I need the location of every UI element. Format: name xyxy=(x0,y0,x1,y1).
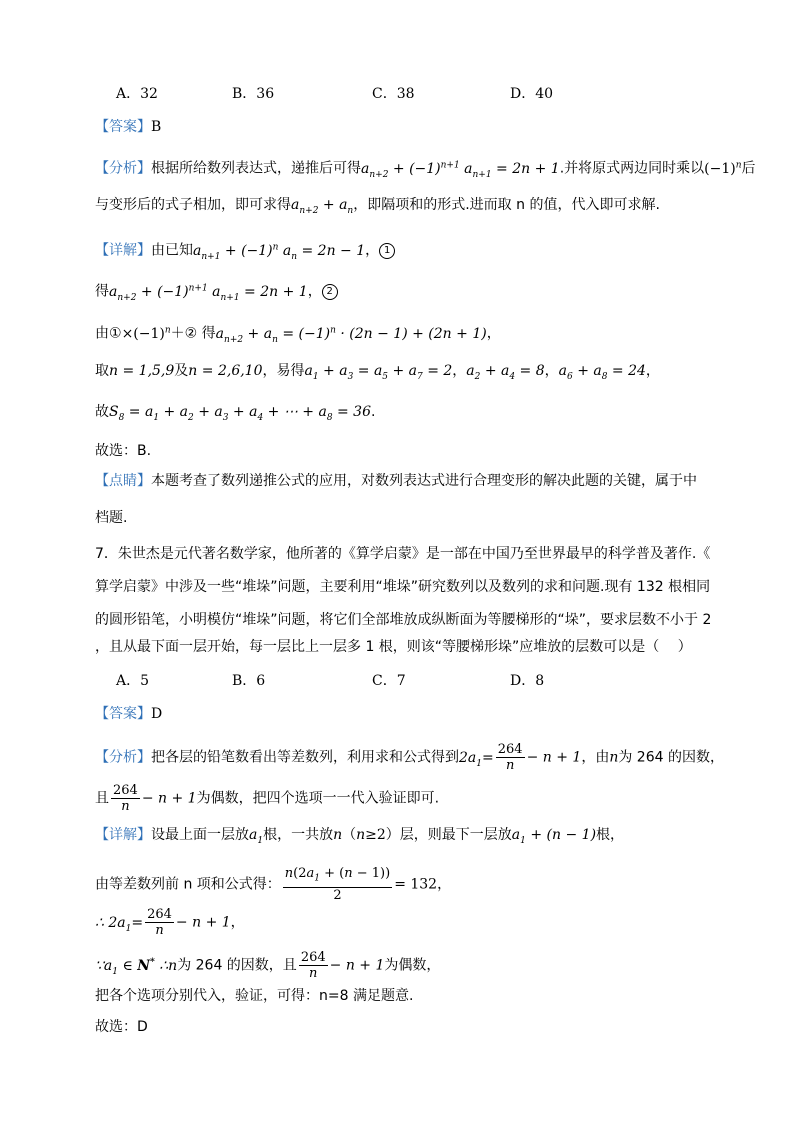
formula: n = 2,6,10 xyxy=(188,363,263,379)
detail-text: 为 264 的因数，且 xyxy=(177,957,297,974)
q6-analysis-line-1 xyxy=(95,155,756,184)
detail-text: 由① xyxy=(95,325,122,342)
q6-option-c: C．38 xyxy=(372,86,415,102)
detail-text: 根， xyxy=(596,827,625,843)
formula: n = 1,5,9 xyxy=(109,363,175,379)
formula: = 132 xyxy=(394,876,438,893)
q7-detail-line-3: ∴ $2a_1=$ $\frac{264}{n}$ − n + 1， xyxy=(95,907,245,938)
q7-answer xyxy=(95,704,162,724)
q7-detail-line-4 xyxy=(95,950,440,981)
q6-detail-line-3: 由$①\times(-1)^n+②$ 得$a_{n+2} + a_n = (-1)^n \cdot (2n - 1) + (2n + 1)$， xyxy=(95,325,501,345)
formula: n xyxy=(609,749,619,766)
formula: ∴ $2a_1=$ xyxy=(95,914,144,934)
q7-analysis-line-2 xyxy=(95,783,439,814)
formula: $\times(-1)^n$ xyxy=(121,325,171,342)
q6-detail-line-4: 取n = 1,5,9及n = 2,6,10，易得$a_1 + a_3 = a_5 + a_7 = 2$，$a_2 + a_4 = 8$，$a_6 + a_8 = 24$， xyxy=(95,363,660,382)
formula: $\because a_1$ ∈ N* ∴n xyxy=(95,956,178,977)
formula: n xyxy=(333,827,343,843)
q7-option-a: A．5 xyxy=(116,673,150,689)
q6-option-d: D．40 xyxy=(510,86,554,102)
detail-text: 故 xyxy=(95,404,109,420)
q6-comment-line-2: 档题. xyxy=(95,510,128,526)
q7-option-d: D．8 xyxy=(510,673,545,689)
q7-option-b: B．6 xyxy=(232,673,266,689)
formula: − n + 1 xyxy=(141,790,197,807)
q6-option-a: A．32 xyxy=(116,86,158,102)
q7-detail-line-5: 把各个选项分别代入，验证，可得：n=8 满足题意. xyxy=(95,988,414,1004)
answer-tag: 【答案】 xyxy=(95,119,151,135)
answer-value: D xyxy=(151,706,163,722)
detail-text: 取 xyxy=(95,363,109,379)
q6-comment-line-1 xyxy=(95,471,697,491)
formula: $a_{n+1} + (-1)^n$ $a_n = 2n - 1$ xyxy=(193,242,366,262)
q6-option-b: B．36 xyxy=(232,86,275,102)
formula: $a_{n+2} + a_n = (-1)^n \cdot (2n - 1) + (2n + 1)$ xyxy=(215,325,487,345)
formula: （n≥2） xyxy=(342,827,400,843)
formula: $a_{n+2} + (-1)^{n+1}$ $a_{n+1} = 2n + 1$ xyxy=(109,283,308,303)
fraction: $\frac{264}{n}$ xyxy=(300,950,326,981)
analysis-text: 为 264 的因数， xyxy=(618,749,724,766)
formula: $a_1 + (n - 1)$ xyxy=(511,827,597,846)
detail-text: 设最上面一层放 xyxy=(151,827,249,843)
formula: $2a_1=$ xyxy=(459,749,494,769)
detail-text: 由等差数列前 n 项和公式得： xyxy=(95,876,281,893)
formula: $S_8 = a_1 + a_2 + a_3 + a_4$ + ⋯ + $a_8 = 36$ xyxy=(109,404,371,423)
detail-text: ，易得 xyxy=(262,363,305,379)
answer-value: B xyxy=(151,119,162,135)
formula: − n + 1 xyxy=(175,914,231,931)
detail-text: 层，则最下一层放 xyxy=(399,827,512,843)
fraction: $\frac{264}{n}$ xyxy=(113,783,138,814)
analysis-tag: 【分析】 xyxy=(95,749,151,766)
fraction: $\frac{264}{n}$ xyxy=(497,742,523,773)
answer-tag: 【答案】 xyxy=(95,706,151,722)
q6-detail-line-1: 【详解】由已知$a_{n+1} + (-1)^n$ $a_n = 2n - 1$， 1 xyxy=(95,237,395,266)
q7-option-c: C．7 xyxy=(372,673,406,689)
analysis-text: 与变形后的式子相加，即可求得 xyxy=(95,197,291,213)
q7-detail-line-2: 由等差数列前 n 项和公式得： $\frac{n(2a_1 + (n - 1))}{2}$ = 132， xyxy=(95,866,452,903)
formula: $a_1$ xyxy=(249,827,264,846)
fraction: $\frac{n(2a_1 + (n - 1))}{2}$ xyxy=(284,866,391,903)
formula: − n + 1 xyxy=(526,749,582,766)
detail-text: 得 xyxy=(95,283,109,300)
analysis-text: .并将原式两边同时乘以 xyxy=(559,160,705,177)
q7-detail-line-1 xyxy=(95,825,624,851)
comment-text: 本题考查了数列递推公式的应用，对数列表达式进行合理变形的解决此题的关键，属于中 xyxy=(151,473,697,489)
circled-1-icon: 1 xyxy=(379,243,395,259)
detail-text: ＋② 得 xyxy=(170,325,216,342)
analysis-text: 且 xyxy=(95,790,109,807)
q6-answer xyxy=(95,117,161,137)
q6-analysis-line-2 xyxy=(95,195,660,221)
detail-text: 及 xyxy=(174,363,189,379)
analysis-tag: 【分析】 xyxy=(95,160,151,177)
analysis-text: 根据所给数列表达式，递推后可得 xyxy=(151,160,361,177)
detail-text: 为偶数， xyxy=(384,957,441,974)
formula: − n + 1 xyxy=(329,957,385,974)
analysis-text: 把各层的铅笔数看出等差数列，利用求和公式得到 xyxy=(151,749,459,766)
q6-choose: 故选：B. xyxy=(95,443,152,459)
q7-stem-line-3: 的圆形铅笔，小明模仿“堆垛”问题，将它们全部堆放成纵断面为等腰梯形的“垛”，要求层数不小于 2 xyxy=(95,612,712,628)
detail-text: 由已知 xyxy=(151,242,193,259)
q7-stem-line-1: 7．朱世杰是元代著名数学家，他所著的《算学启蒙》是一部在中国乃至世界最早的科学普及著作.《 xyxy=(95,546,711,562)
formula: $a_6 + a_8 = 24$ xyxy=(558,363,646,382)
q6-detail-line-2: 得$a_{n+2} + (-1)^{n+1}$ $a_{n+1} = 2n + 1$， 2 xyxy=(95,278,338,307)
detail-text: 根，一共放 xyxy=(263,827,334,843)
q7-stem-line-2: 算学启蒙》中涉及一些“堆垛”问题，主要利用“堆垛”研究数列以及数列的求和问题.现有 132 根相同 xyxy=(95,579,711,595)
formula: $a_{n+2} + a_n$ xyxy=(291,197,354,216)
formula: $(-1)^n$ xyxy=(704,160,742,177)
formula: $a_{n+2} + (-1)^{n+1}$ $a_{n+1} = 2n + 1$ xyxy=(361,160,560,180)
q7-stem-line-4: ，且从最下面一层开始，每一层比上一层多 1 根，则该“等腰梯形垛”应堆放的层数可以是（ ） xyxy=(95,639,692,655)
q6-detail-line-5: 故$S_8 = a_1 + a_2 + a_3 + a_4$ + ⋯ + $a_8 = 36$. xyxy=(95,404,376,423)
detail-tag: 【详解】 xyxy=(95,242,151,259)
analysis-text: 后 xyxy=(741,160,756,177)
detail-tag: 【详解】 xyxy=(95,827,151,843)
circled-2-icon: 2 xyxy=(322,284,338,300)
fraction: $\frac{264}{n}$ xyxy=(147,907,172,938)
formula: $a_1 + a_3 = a_5 + a_7 = 2$ xyxy=(304,363,453,382)
formula: $a_2 + a_4 = 8$ xyxy=(466,363,545,382)
analysis-text: ，由 xyxy=(581,749,610,766)
q7-analysis-line-1 xyxy=(95,742,724,773)
analysis-text: 为偶数，把四个选项一一代入验证即可. xyxy=(196,790,440,807)
q7-choose: 故选：D xyxy=(95,1019,148,1035)
analysis-text: ，即隔项和的形式.进而取 n 的值，代入即可求解. xyxy=(353,197,660,213)
comment-tag: 【点睛】 xyxy=(95,473,151,489)
